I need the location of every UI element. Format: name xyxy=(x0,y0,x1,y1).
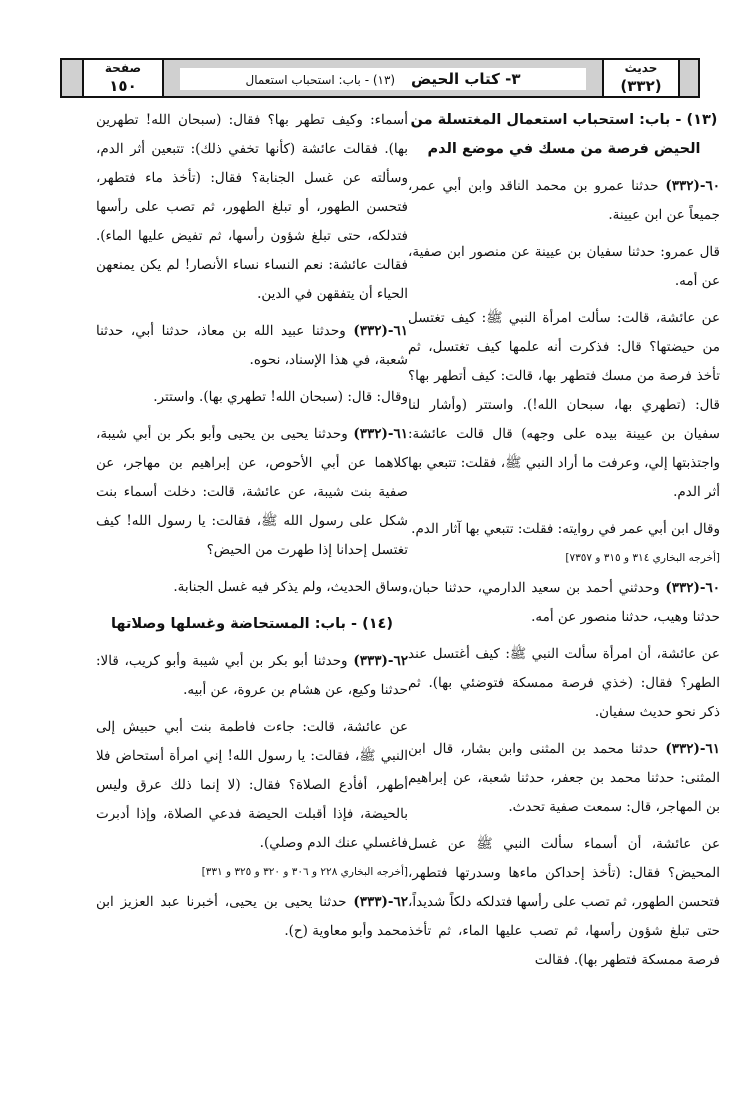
hadith-text: عن عائشة، قالت: سألت امرأة النبي ﷺ: كيف تغتسل من حيضتها؟ قال: فذكرت أنه علمها كيف تغتسل، ثم تأخذ فرصة من مسك فتطهر بها، قالت: كيف أتطهر بها؟ قال: (تطهري بها، سبحان الله!). واستتر (وأشار لنا سفيان بن عيينة بيده على وجهه) قال قالت عائشة: واجتذبتها إلي، وعرفت ما أراد النبي ﷺ، فقلت: تتبعي بها أثر الدم. xyxy=(408,310,720,500)
hadith-paragraph xyxy=(408,574,720,632)
takhrij-reference: [أخرجه البخاري ٢٢٨ و ٣٠٦ و ٣٢٠ و ٣٢٥ و ٣٣١] xyxy=(201,866,408,878)
hadith-paragraph xyxy=(408,830,720,975)
running-title xyxy=(180,68,586,90)
hadith-text: حدثنا محمد بن المثنى وابن بشار، قال ابن المثنى: حدثنا محمد بن جعفر، حدثنا شعبة، عن إبراهيم بن المهاجر، قال: سمعت صفية تحدث. xyxy=(408,741,720,815)
left-text-column xyxy=(96,106,408,954)
hadith-paragraph xyxy=(96,888,408,946)
chapter-heading: (١٤) - باب: المستحاضة وغسلها وصلاتها xyxy=(110,616,394,632)
page-label: صفحة xyxy=(104,61,142,75)
hadith-paragraph xyxy=(408,640,720,727)
hadith-index: ٦١-(٣٣٢) xyxy=(665,741,721,757)
hadith-text: قال عمرو: حدثنا سفيان بن عيينة عن منصور ابن صفية، عن أمه. xyxy=(408,244,720,289)
hadith-paragraph xyxy=(96,106,408,309)
hadith-text: وساق الحديث، ولم يذكر فيه غسل الجنابة. xyxy=(173,579,408,595)
hadith-text: وقال ابن أبي عمر في روايته: فقلت: تتبعي بها آثار الدم. xyxy=(411,521,720,537)
hadith-text: وحدثنا أبو بكر بن أبي شيبة وأبو كريب، قالا: حدثنا وكيع، عن هشام بن عروة، عن أبيه. xyxy=(96,653,408,698)
hadith-paragraph xyxy=(408,172,720,230)
chapter-heading: (١٣) - باب: استحباب استعمال المغتسلة من الحيض فرصة من مسك في موضع الدم xyxy=(410,112,718,157)
right-text-column xyxy=(408,106,720,983)
hadith-paragraph xyxy=(96,383,408,412)
hadith-paragraph xyxy=(96,713,408,858)
hadith-index: ٦١-(٣٣٢) xyxy=(353,426,408,442)
hadith-text: وحدثني أحمد بن سعيد الدارمي، حدثنا حبان، حدثنا وهيب، حدثنا منصور عن أمه. xyxy=(408,580,720,625)
chapter-reference: (١٣) - باب: استحباب استعمال xyxy=(245,73,396,87)
hadith-paragraph xyxy=(408,238,720,296)
hadith-text: حدثنا عمرو بن محمد الناقد وابن أبي عمر، جميعاً عن ابن عيينة. xyxy=(408,178,720,223)
takhrij-reference: [أخرجه البخاري ٣١٤ و ٣١٥ و ٧٣٥٧] xyxy=(565,552,720,564)
hadith-index: ٦٠-(٣٣٢) xyxy=(665,580,721,596)
hadith-paragraph xyxy=(408,515,720,544)
hadith-paragraph xyxy=(96,420,408,565)
page-number-box xyxy=(82,60,164,96)
hadith-text: وحدثنا يحيى بن يحيى وأبو بكر بن أبي شيبة، كلاهما عن أبي الأحوص، عن إبراهيم بن مهاجر، عن صفية بنت شيبة، عن عائشة، قالت: دخلت أسماء بنت شكل على رسول الله ﷺ، فقالت: يا رسول الله! كيف تغتسل إحدانا إذا طهرت من الحيض؟ xyxy=(96,426,408,558)
hadith-label: حديث xyxy=(624,61,658,75)
hadith-index: ٦٢-(٣٣٣) xyxy=(353,894,409,910)
hadith-text: وحدثنا عبيد الله بن معاذ، حدثنا أبي، حدثنا شعبة، في هذا الإسناد، نحوه. xyxy=(96,323,408,368)
hadith-paragraph xyxy=(408,304,720,507)
hadith-index: ٦١-(٣٣٢) xyxy=(353,323,408,339)
hadith-number: (٣٣٢) xyxy=(620,77,662,95)
page-header xyxy=(60,58,700,98)
hadith-text: عن عائشة، قالت: جاءت فاطمة بنت أبي حبيش إلى النبي ﷺ، فقالت: يا رسول الله! إني امرأة أستحاض فلا أطهر، أفأدع الصلاة؟ فقال: (لا إنما ذلك عرق وليس بالحيضة، فإذا أقبلت الحيضة فدعي الصلاة، وإذا أدبرت فاغسلي عنك الدم وصلي). xyxy=(96,719,408,851)
hadith-index: ٦٠-(٣٣٢) xyxy=(665,178,720,194)
hadith-text: عن عائشة، أن أسماء سألت النبي ﷺ عن غسل المحيض؟ فقال: (تأخذ إحداكن ماءها وسدرتها فتطهر، فتحسن الطهور، ثم تصب على رأسها فتدلكه دلكاً شديداً، حتى تبلغ شؤون رأسها، ثم تصب عليها الماء، ثم تأخذ فرصة ممسكة فتطهر بها). فقالت xyxy=(408,836,720,968)
hadith-text: أسماء: وكيف تطهر بها؟ فقال: (سبحان الله! تطهرين بها). فقالت عائشة (كأنها تخفي ذلك): تتبعين أثر الدم، وسألته عن غسل الجنابة؟ فقال: (تأخذ ماء فتطهر، فتحسن الطهور، أو تبلغ الطهور، ثم تصب على رأسها فتدلكه، حتى تبلغ شؤون رأسها، ثم تفيض عليها الماء). فقالت عائشة: نعم النساء نساء الأنصار! لم يكن يمنعهن الحياء أن يتفقهن في الدين. xyxy=(96,112,408,302)
hadith-paragraph xyxy=(408,735,720,822)
hadith-number-box xyxy=(602,60,680,96)
hadith-paragraph xyxy=(96,573,408,602)
hadith-paragraph xyxy=(96,317,408,375)
book-title: ٣- كتاب الحيض xyxy=(410,70,521,88)
hadith-index: ٦٢-(٣٣٣) xyxy=(353,653,408,669)
hadith-paragraph xyxy=(96,647,408,705)
hadith-text: حدثنا يحيى بن يحيى، أخبرنا عبد العزيز ابن محمد وأبو معاوية (ح). xyxy=(96,894,408,939)
page-number: ١٥٠ xyxy=(109,77,137,95)
hadith-text: وقال: قال: (سبحان الله! تطهري بها). واستتر. xyxy=(153,389,408,405)
hadith-text: عن عائشة، أن امرأة سألت النبي ﷺ: كيف أغتسل عند الطهر؟ فقال: (خذي فرصة ممسكة فتوضئي بها). ثم ذكر نحو حديث سفيان. xyxy=(408,646,720,720)
